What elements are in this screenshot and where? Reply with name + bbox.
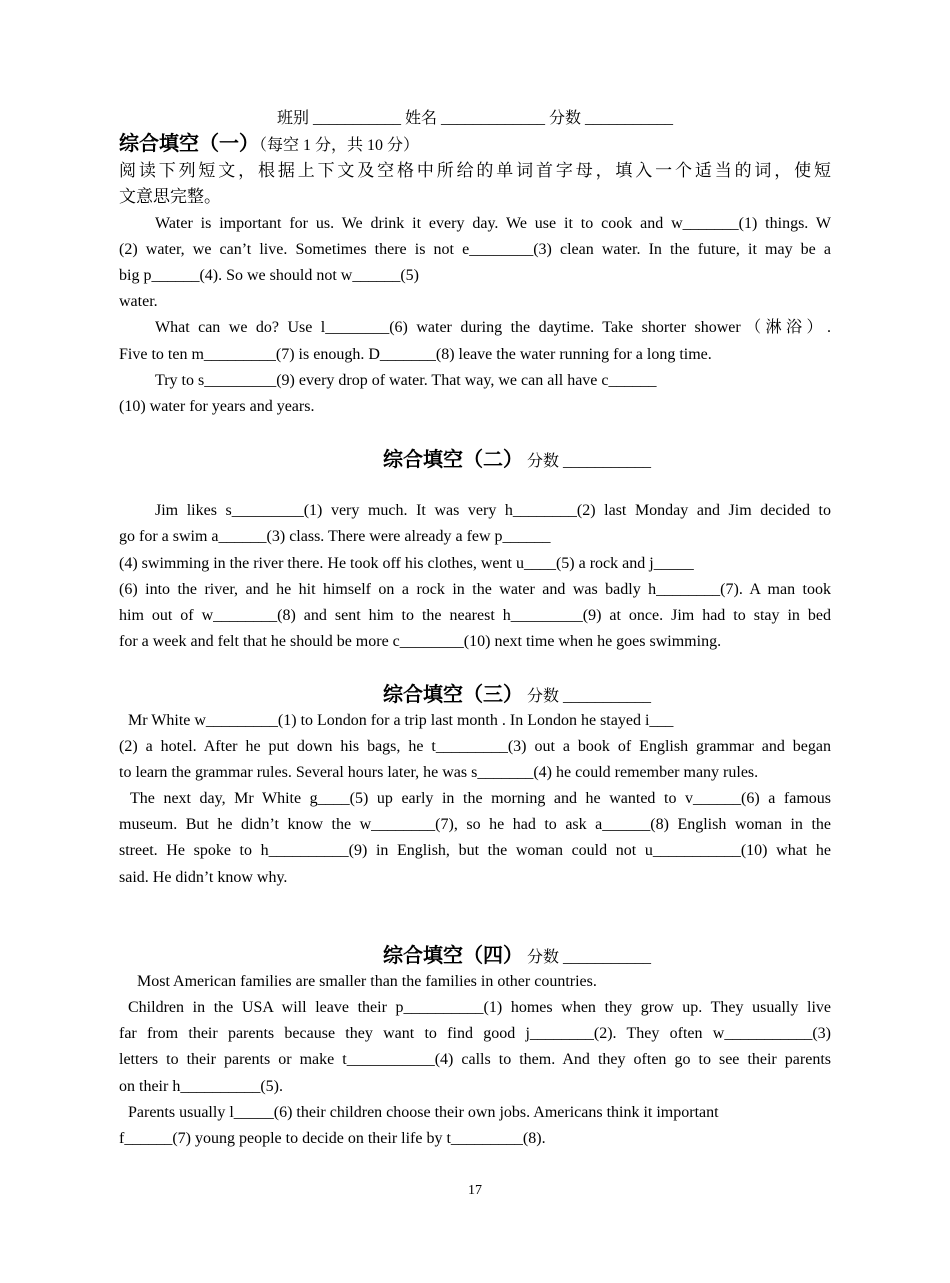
student-info-line: 班别 ___________ 姓名 _____________ 分数 ___________ [276, 110, 673, 127]
passage-3-line: museum. But he didn’t know the w________(7), so he had to ask a______(8) English woman in the [119, 816, 831, 833]
passage-1-line: big p______(4). So we should not w______(5) [119, 267, 419, 284]
passage-4-line: Parents usually l_____(6) their children choose their own jobs. Americans think it important [128, 1104, 719, 1121]
section-2-heading [250, 446, 784, 475]
section-4-heading [250, 942, 784, 971]
section-1-score-note: （每空 1 分，共 10 分） [259, 137, 420, 154]
section-3-score: 分数 ___________ [526, 688, 651, 705]
page-number: 17 [468, 1183, 482, 1198]
section-1-instruction-2: 文意思完整。 [119, 187, 221, 207]
passage-2-line: (6) into the river, and he hit himself on a rock in the water and was badly h________(7). A man took [119, 581, 831, 598]
passage-4-line: letters to their parents or make t___________(4) calls to them. And they often go to see their parents [119, 1051, 831, 1068]
passage-3-line: to learn the grammar rules. Several hours later, he was s_______(4) he could remember many rules. [119, 764, 759, 781]
passage-1-line: water. [119, 293, 158, 310]
passage-4-line: Children in the USA will leave their p__________(1) homes when they grow up. They usually live [128, 999, 831, 1016]
passage-2-line: Jim likes s_________(1) very much. It was very h________(2) last Monday and Jim decided to [155, 502, 831, 519]
section-1-title: 综合填空（一） [119, 131, 259, 155]
section-2-score: 分数 ___________ [526, 453, 651, 470]
passage-1-line: Try to s_________(9) every drop of water. That way, we can all have c______ [155, 372, 657, 389]
section-1-instruction-1: 阅读下列短文，根据上下文及空格中所给的单词首字母，填入一个适当的词，使短 [119, 161, 831, 181]
passage-1-line: Five to ten m_________(7) is enough. D_______(8) leave the water running for a long time. [119, 346, 712, 363]
passage-1-line: (2) water, we can’t live. Sometimes there is not e________(3) clean water. In the future, it may be a [119, 241, 831, 258]
passage-1-line: (10) water for years and years. [119, 398, 315, 415]
passage-4-line: f______(7) young people to decide on their life by t_________(8). [119, 1130, 546, 1147]
section-4-score: 分数 ___________ [526, 949, 651, 966]
passage-4-line: far from their parents because they want to find good j________(2). They often w___________(3) [119, 1025, 831, 1042]
passage-2-line: go for a swim a______(3) class. There were already a few p______ [119, 528, 551, 545]
section-3-title: 综合填空（三） [382, 682, 523, 706]
passage-3-line: Mr White w_________(1) to London for a trip last month . In London he stayed i___ [128, 712, 674, 729]
section-3-heading [250, 681, 784, 710]
passage-3-line: (2) a hotel. After he put down his bags, he t_________(3) out a book of English grammar and began [119, 738, 831, 755]
passage-1-line: What can we do? Use l________(6) water during the daytime. Take shorter shower（淋浴）. [155, 319, 831, 336]
passage-4-line: on their h__________(5). [119, 1078, 283, 1095]
passage-2-line: him out of w________(8) and sent him to the nearest h_________(9) at once. Jim had to stay in bed [119, 607, 831, 624]
passage-3-line: street. He spoke to h__________(9) in English, but the woman could not u___________(10) what he [119, 842, 831, 859]
passage-3-line: said. He didn’t know why. [119, 869, 288, 886]
passage-1-line: Water is important for us. We drink it every day. We use it to cook and w_______(1) things. W [155, 215, 831, 232]
section-2-title: 综合填空（二） [382, 447, 523, 471]
section-1-heading [119, 130, 831, 159]
passage-4-line: Most American families are smaller than the families in other countries. [137, 973, 597, 990]
section-4-title: 综合填空（四） [382, 943, 523, 967]
passage-3-line: The next day, Mr White g____(5) up early in the morning and he wanted to v______(6) a famous [130, 790, 831, 807]
passage-2-line: (4) swimming in the river there. He took off his clothes, went u____(5) a rock and j_____ [119, 555, 694, 572]
passage-2-line: for a week and felt that he should be more c________(10) next time when he goes swimming. [119, 633, 722, 650]
